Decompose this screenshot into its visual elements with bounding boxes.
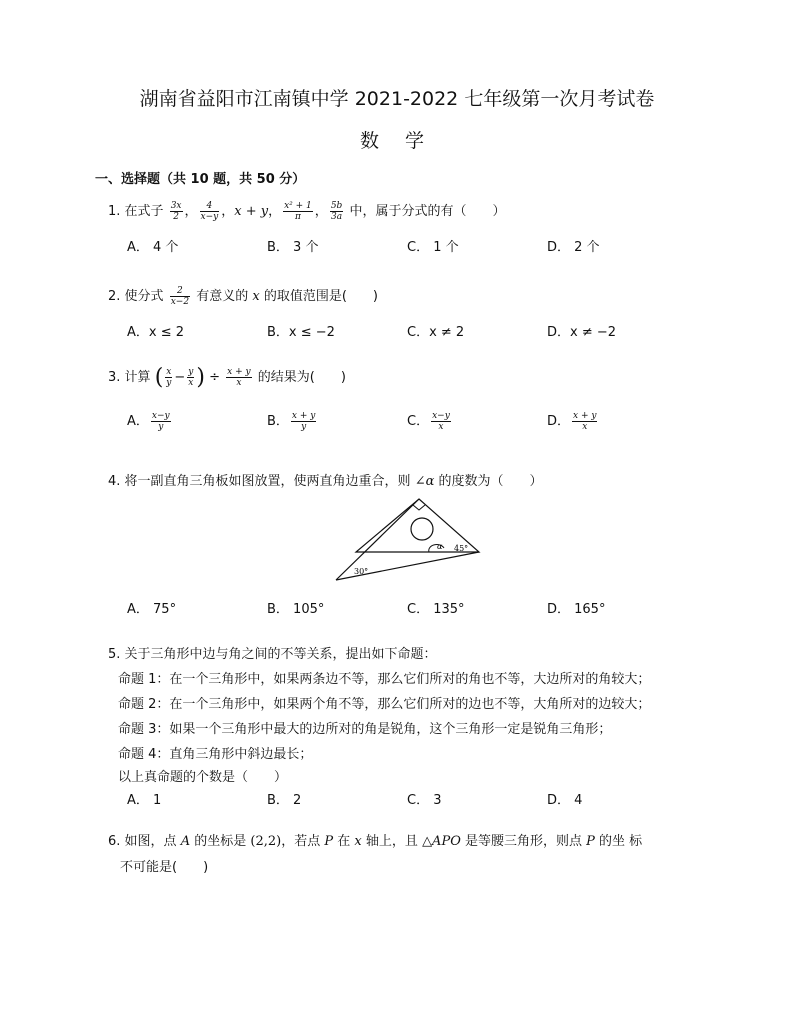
right-paren: ) bbox=[196, 365, 205, 390]
denominator: y bbox=[301, 422, 307, 432]
question-text: 在式子 bbox=[124, 204, 164, 219]
numerator: x² + 1 bbox=[284, 201, 312, 211]
numerator: 4 bbox=[200, 201, 220, 212]
numerator: x bbox=[166, 367, 172, 377]
fraction bbox=[283, 201, 313, 222]
option-d[interactable]: D． 165° bbox=[547, 602, 606, 617]
question-5 bbox=[108, 643, 437, 662]
fraction bbox=[226, 367, 251, 388]
option-label: D． bbox=[547, 414, 571, 429]
option-a[interactable]: A． 75° bbox=[127, 602, 177, 617]
fraction bbox=[330, 201, 344, 222]
numerator: x + y bbox=[291, 411, 316, 421]
proposition-1: 命题 1：在一个三角形中，如果两条边不等，那么它们所对的角也不等，大边所对的角较大； bbox=[118, 672, 651, 687]
question-text: 的取值范围是( ) bbox=[263, 289, 378, 304]
denominator: x bbox=[236, 378, 242, 388]
divide-sign: ÷ bbox=[209, 370, 221, 385]
fraction bbox=[165, 367, 172, 388]
question-number: 3. bbox=[108, 370, 121, 385]
option-b[interactable]: B． 105° bbox=[267, 602, 325, 617]
fraction bbox=[291, 411, 316, 432]
angle-45-label: 45° bbox=[454, 544, 469, 553]
question-4 bbox=[108, 470, 543, 489]
angle-symbol: ∠α bbox=[414, 474, 435, 489]
numerator: x + y bbox=[573, 411, 597, 421]
question-2 bbox=[108, 285, 378, 307]
denominator: π bbox=[294, 212, 301, 222]
proposition-2: 命题 2：在一个三角形中，如果两个角不等，那么它们所对的边也不等，大角所对的边较大； bbox=[118, 697, 651, 712]
question-text: 不可能是( ) bbox=[120, 860, 209, 875]
question-text: 有意义的 bbox=[196, 289, 249, 304]
option-d[interactable] bbox=[547, 410, 599, 432]
denominator: y bbox=[158, 422, 164, 432]
denominator: x bbox=[188, 378, 194, 388]
minus-sign: − bbox=[174, 370, 186, 385]
point-a: A bbox=[180, 834, 191, 849]
question-text: ，若点 bbox=[281, 834, 321, 849]
option-d[interactable]: D． 4 bbox=[547, 793, 583, 808]
question-text: 计算 bbox=[124, 370, 151, 385]
page-title: 湖南省益阳市江南镇中学 2021-2022 七年级第一次月考试卷 bbox=[139, 88, 655, 110]
triangle-figure bbox=[334, 492, 484, 584]
point-p: P bbox=[586, 834, 595, 849]
question-number: 4. bbox=[108, 474, 121, 489]
option-label: B． bbox=[267, 414, 289, 429]
proposition-4: 命题 4：直角三角形中斜边最长； bbox=[118, 747, 313, 762]
question-1: 1. 在式子 $\frac{3x}{2}$ ， $\frac{4}{x-y}$ ，x + y， $\frac{\text{x² + 1}}{\pi}$ ， $\frac{5b}{3a}$ 中，属于分式的有（ ） bbox=[108, 201, 506, 222]
option-d[interactable]: D．x ≠ −2 bbox=[547, 325, 617, 340]
option-a[interactable]: A． 4 个 bbox=[127, 240, 179, 255]
option-c[interactable]: C． 3 bbox=[407, 793, 442, 808]
question-number: 6. bbox=[108, 834, 121, 849]
question-6 bbox=[108, 830, 642, 849]
numerator: y bbox=[188, 367, 194, 377]
question-number: 2. bbox=[108, 289, 121, 304]
proposition-3: 命题 3：如果一个三角形中最大的边所对的角是锐角，这个三角形一定是锐角三角形； bbox=[118, 722, 612, 737]
numerator: 2 bbox=[170, 286, 190, 297]
denominator: x bbox=[438, 422, 444, 432]
right-angle-mark bbox=[413, 505, 425, 510]
question-number: 5. bbox=[108, 647, 121, 662]
fraction bbox=[431, 411, 451, 432]
numerator: x−y bbox=[432, 411, 450, 421]
option-b[interactable]: B．x ≤ −2 bbox=[267, 325, 335, 340]
left-paren: ( bbox=[154, 365, 164, 390]
question-3 bbox=[108, 365, 346, 390]
question-text: 在 bbox=[337, 834, 351, 849]
point-p: P bbox=[324, 834, 334, 849]
option-label: C． bbox=[407, 414, 430, 429]
angle-30-label: 30° bbox=[354, 567, 369, 576]
option-b[interactable] bbox=[267, 410, 318, 432]
option-a[interactable]: A． 1 bbox=[127, 793, 162, 808]
alpha-label: α bbox=[437, 542, 443, 551]
fraction bbox=[200, 201, 220, 222]
option-b[interactable]: B． 2 bbox=[267, 793, 302, 808]
fraction bbox=[187, 367, 194, 388]
option-b[interactable]: B． 3 个 bbox=[267, 240, 319, 255]
option-c[interactable]: C．x ≠ 2 bbox=[407, 325, 465, 340]
numerator: x + y bbox=[227, 367, 251, 377]
variable: x bbox=[252, 289, 260, 304]
question-text: 轴上，且 bbox=[365, 834, 418, 849]
axis-x: x bbox=[354, 834, 362, 849]
question-text: 将一副直角三角板如图放置，使两直角边重合，则 bbox=[124, 474, 411, 489]
numerator: x−y bbox=[151, 411, 170, 421]
side-30 bbox=[336, 499, 419, 580]
question-text: 如图，点 bbox=[124, 834, 177, 849]
question-text: 的坐标是 bbox=[194, 834, 247, 849]
option-c[interactable] bbox=[407, 410, 453, 432]
option-label: A． bbox=[127, 414, 149, 429]
question-text: 中，属于分式的有（ ） bbox=[349, 204, 506, 219]
coordinate: (2,2) bbox=[250, 834, 282, 849]
denominator: 3a bbox=[331, 212, 343, 222]
denominator: x−2 bbox=[170, 297, 190, 307]
numerator: 3x bbox=[170, 201, 182, 211]
page-subtitle: 数 学 bbox=[359, 130, 435, 152]
denominator: y bbox=[166, 378, 172, 388]
denominator: x bbox=[582, 422, 588, 432]
triangle-hole bbox=[411, 518, 433, 540]
question-text: 使分式 bbox=[124, 289, 164, 304]
option-c[interactable]: C． 135° bbox=[407, 602, 465, 617]
question-number: 1. bbox=[108, 204, 121, 219]
denominator: 2 bbox=[173, 212, 179, 222]
option-a[interactable] bbox=[127, 410, 173, 432]
fraction bbox=[170, 286, 190, 307]
numerator: 5b bbox=[330, 201, 343, 211]
section-heading: 一、选择题（共 10 题，共 50 分） bbox=[95, 172, 306, 187]
fraction bbox=[151, 411, 171, 432]
question-text: 的度数为（ ） bbox=[438, 474, 543, 489]
expression: x + y bbox=[234, 204, 269, 219]
triangle-apo: △APO bbox=[422, 834, 461, 849]
fraction bbox=[170, 201, 183, 222]
question-text: 是等腰三角形，则点 bbox=[465, 834, 583, 849]
fraction bbox=[572, 411, 597, 432]
option-a[interactable]: A．x ≤ 2 bbox=[127, 325, 185, 340]
option-d[interactable]: D． 2 个 bbox=[547, 240, 600, 255]
denominator: x−y bbox=[200, 212, 219, 222]
question-text: 的结果为( ) bbox=[257, 370, 346, 385]
question-text: 关于三角形中边与角之间的不等关系，提出如下命题： bbox=[124, 647, 437, 662]
option-c[interactable]: C． 1 个 bbox=[407, 240, 459, 255]
question-text: 以上真命题的个数是（ ） bbox=[118, 770, 288, 785]
question-text: 的坐 标 bbox=[599, 834, 643, 849]
